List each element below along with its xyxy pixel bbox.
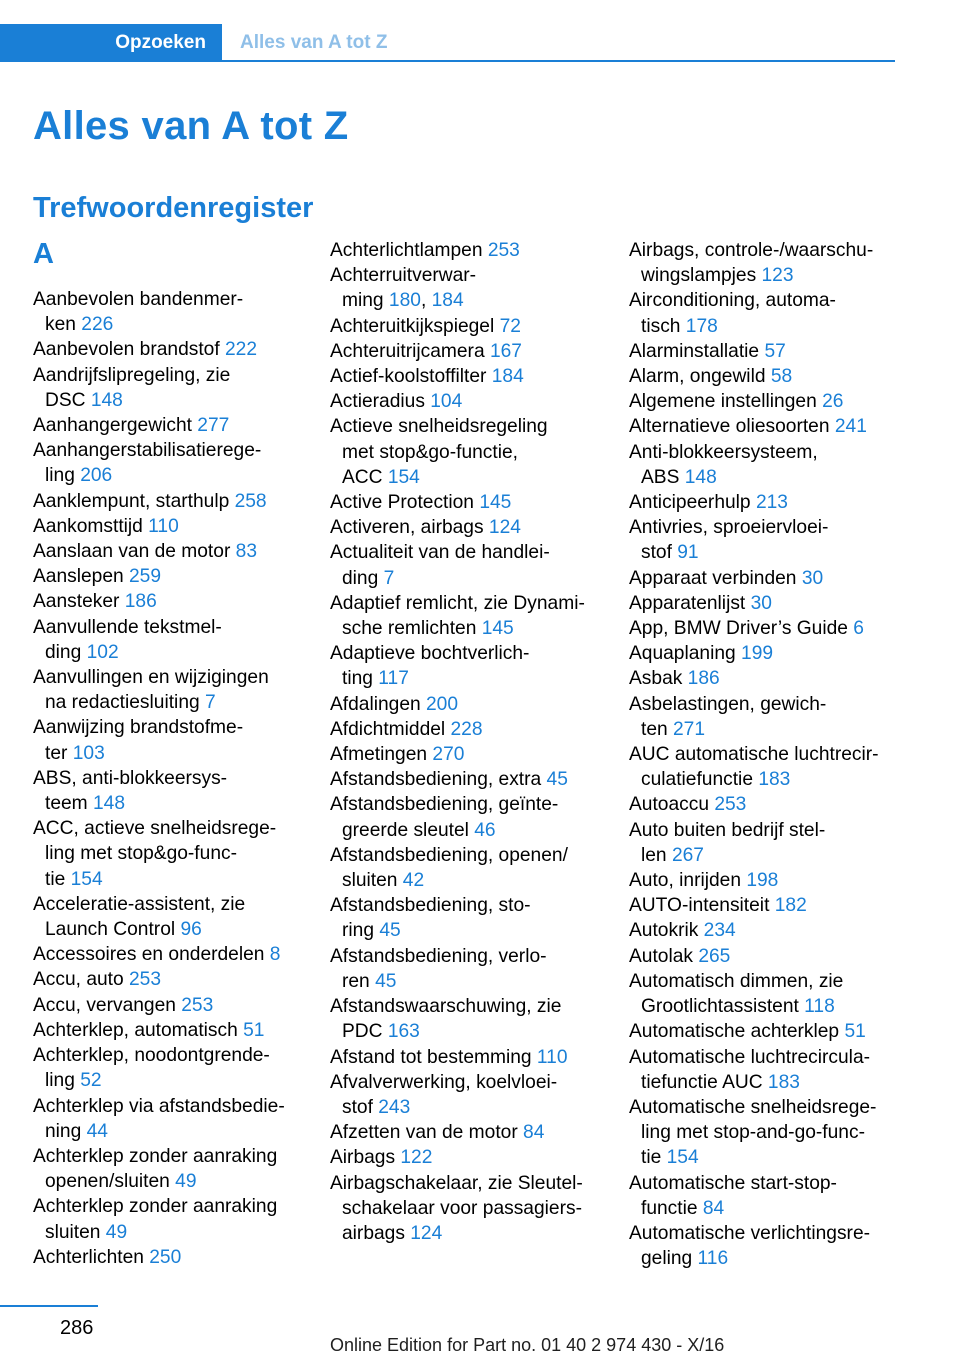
index-entry (629, 339, 897, 364)
page-title: Alles van A tot Z (33, 104, 349, 148)
page-link[interactable]: 182 (774, 895, 807, 917)
page-link[interactable]: 124 (410, 1222, 443, 1244)
entry-text: Actieradius (330, 391, 431, 413)
entry-text: Afstandsbediening, verlo- (330, 945, 547, 967)
footer-rule (0, 1305, 98, 1307)
index-entry (330, 540, 602, 590)
entry-text: Aquaplaning (629, 643, 742, 665)
page-link[interactable]: 84 (702, 1197, 725, 1219)
index-entry (33, 967, 308, 992)
entry-text: Aanbevolen brandstof (33, 339, 226, 361)
index-entries (33, 287, 308, 1270)
page-link[interactable]: 180 (388, 290, 421, 312)
index-entries (330, 238, 602, 1246)
entry-text: ter (45, 742, 73, 764)
index-entry (629, 440, 897, 490)
index-entry (330, 364, 602, 389)
index-entry (33, 942, 308, 967)
page-link[interactable]: 186 (687, 668, 720, 690)
index-entry (330, 717, 602, 742)
entry-text: Automatische verlichtingsre- (629, 1222, 871, 1244)
entry-text: Accessoires en onderdelen (33, 944, 270, 966)
entry-text: schakelaar voor passagiers- (342, 1197, 582, 1219)
entry-text: tiefunctie AUC (641, 1071, 768, 1093)
page-link[interactable]: 167 (489, 340, 522, 362)
entry-text: Afdalingen (330, 693, 427, 715)
index-entry (33, 564, 308, 589)
page-link[interactable]: 49 (175, 1171, 197, 1193)
index-entry (330, 515, 602, 540)
page-link[interactable]: 259 (129, 566, 162, 588)
index-entry (33, 816, 308, 892)
entry-text: Actualiteit van de handlei- (330, 542, 550, 564)
page-link[interactable]: 57 (764, 340, 786, 362)
page-link[interactable]: 145 (479, 492, 512, 514)
entry-text: tisch (641, 315, 686, 337)
page-link[interactable]: 234 (703, 920, 736, 942)
entry-text: ABS (641, 466, 685, 488)
page-link[interactable]: 178 (685, 315, 718, 337)
index-entry (629, 1019, 897, 1044)
index-entry (33, 766, 308, 816)
index-entry (629, 868, 897, 893)
page-link[interactable]: 148 (684, 466, 717, 488)
page-link[interactable]: 44 (86, 1120, 108, 1142)
index-column-1 (33, 237, 308, 1270)
page-link[interactable]: 118 (804, 996, 835, 1018)
section-letter: A (33, 238, 54, 270)
index-entry (629, 566, 897, 591)
entry-text: Aanhangerstabilisatierege- (33, 440, 262, 462)
tab-opzoeken[interactable] (0, 24, 222, 62)
index-entry (33, 337, 308, 362)
index-entry (330, 944, 602, 994)
entry-text: Acceleratie-assistent, zie (33, 893, 246, 915)
entry-text: ling met stop&go-func- (45, 843, 237, 865)
entry-text: Aanhangergewicht (33, 415, 198, 437)
entry-text: ding (342, 567, 384, 589)
page-link[interactable]: 30 (801, 567, 824, 589)
page-link[interactable]: 7 (205, 692, 216, 714)
entry-text: stof (342, 1096, 379, 1118)
page-link[interactable]: 265 (698, 945, 731, 967)
index-entry (33, 993, 308, 1018)
page-link[interactable]: 213 (755, 492, 788, 514)
index-entries (629, 238, 897, 1271)
entry-text: ning (45, 1120, 87, 1142)
entry-text: ling (45, 1070, 81, 1092)
index-entry (33, 413, 308, 438)
page-link[interactable]: 123 (761, 265, 794, 287)
entry-text: AUC automatische luchtrecir- (629, 744, 879, 766)
page-link[interactable]: 253 (129, 969, 162, 991)
page-link[interactable]: 258 (234, 490, 267, 512)
entry-text: Afstandsbediening, sto- (330, 895, 531, 917)
tab-alles-van-a-tot-z[interactable] (240, 24, 387, 62)
entry-text: Aanklempunt, starthulp (33, 490, 235, 512)
entry-text: sche remlichten (342, 618, 482, 640)
entry-text: Anticipeerhulp (629, 492, 756, 514)
index-entry (330, 339, 602, 364)
index-entry (33, 1144, 308, 1194)
entry-text: Algemene instellingen (629, 391, 823, 413)
page-link[interactable]: 58 (770, 366, 793, 388)
page-link[interactable]: 277 (197, 415, 230, 437)
entry-text: Adaptief remlicht, zie Dynami- (330, 592, 585, 614)
entry-text: Afstandsbediening, openen/ (330, 844, 568, 866)
entry-text: Auto buiten bedrijf stel- (629, 819, 826, 841)
entry-text: Automatische achterklep (629, 1021, 845, 1043)
page-link[interactable]: 26 (822, 391, 844, 413)
index-entry (33, 715, 308, 765)
page-link[interactable]: 226 (81, 314, 114, 336)
index-entry (629, 591, 897, 616)
entry-text: Achterklep via afstandsbedie- (33, 1095, 285, 1117)
entry-text: Afzetten van de motor (330, 1122, 524, 1144)
entry-text: Autokrik (629, 920, 704, 942)
page-link[interactable]: 104 (430, 391, 463, 413)
page-link[interactable]: 46 (474, 819, 496, 841)
entry-text: Actieve snelheidsregeling (330, 416, 548, 438)
entry-text: stof (641, 542, 678, 564)
page-link[interactable]: 183 (758, 769, 791, 791)
entry-text: Afstandsbediening, geïnte- (330, 794, 559, 816)
entry-text: Apparaat verbinden (629, 567, 802, 589)
page-link[interactable]: 103 (72, 742, 105, 764)
page-link[interactable]: 186 (124, 591, 157, 613)
page-link[interactable]: 253 (487, 240, 520, 261)
page-link[interactable]: 145 (481, 618, 514, 640)
index-entry (330, 792, 602, 842)
entry-text: ACC (342, 466, 388, 488)
index-entry (629, 238, 897, 288)
entry-text: Automatisch dimmen, zie (629, 970, 844, 992)
index-column-3 (629, 238, 897, 1271)
index-entry (33, 438, 308, 488)
entry-text: Airconditioning, automa- (629, 290, 836, 312)
edition-note: Online Edition for Part no. 01 40 2 974 430 - X/16 (330, 1335, 725, 1355)
entry-text: Aanwijzing brandstofme- (33, 717, 244, 739)
page-link[interactable]: 199 (741, 643, 774, 665)
entry-text: Activeren, airbags (330, 517, 489, 539)
index-entry (330, 490, 602, 515)
entry-text: Airbagschakelaar, zie Sleutel- (330, 1172, 583, 1194)
entry-text: Automatische snelheidsrege- (629, 1096, 877, 1118)
entry-text: Achteruitkijkspiegel (330, 315, 500, 337)
index-entry (33, 1245, 308, 1270)
page-link[interactable]: 30 (750, 592, 772, 614)
page-link[interactable]: 253 (714, 794, 747, 816)
index-entry (629, 1171, 897, 1221)
index-entry (330, 263, 602, 313)
page-link[interactable]: 241 (834, 416, 867, 438)
entry-text: Aankomsttijd (33, 515, 149, 537)
page-link[interactable]: 49 (105, 1221, 128, 1243)
page-link[interactable]: 84 (523, 1122, 545, 1144)
entry-text: ting (342, 668, 379, 690)
index-entry (629, 616, 897, 641)
index-entry (629, 666, 897, 691)
index-entry (33, 363, 308, 413)
index-entry (629, 969, 897, 1019)
entry-text: Actief-koolstoffilter (330, 366, 492, 388)
page-link[interactable]: 200 (426, 693, 459, 715)
index-entry (629, 490, 897, 515)
page-link[interactable]: 110 (148, 515, 179, 537)
entry-text: na redactiesluiting (45, 692, 205, 714)
page-link[interactable]: 148 (93, 793, 126, 815)
entry-text: Alarm, ongewild (629, 366, 771, 388)
index-entry (33, 665, 308, 715)
index-entry (330, 692, 602, 717)
index-entry (33, 1194, 308, 1244)
entry-text: Afstandsbediening, extra (330, 769, 547, 791)
page-link[interactable]: 7 (383, 567, 395, 589)
entry-text: sluiten (45, 1221, 106, 1243)
page-link[interactable]: 91 (677, 542, 699, 564)
entry-text: Achterklep, noodontgrende- (33, 1045, 270, 1067)
page-link[interactable]: 124 (488, 517, 521, 539)
entry-text: airbags (342, 1222, 411, 1244)
index-entry (330, 641, 602, 691)
entry-text: Asbelastingen, gewich- (629, 693, 827, 715)
entry-text: ming (342, 290, 389, 312)
page-link[interactable]: 270 (432, 744, 465, 766)
index-entry (629, 364, 897, 389)
index-entry (330, 414, 602, 490)
entry-text: , (420, 290, 432, 312)
header-tabbar (0, 24, 895, 62)
tab-alles-label: Alles van A tot Z (240, 32, 388, 53)
entry-text: Automatische luchtrecircula- (629, 1046, 871, 1068)
entry-text: Achterklep zonder aanraking (33, 1196, 278, 1218)
page-link[interactable]: 110 (536, 1046, 568, 1068)
index-entry (33, 615, 308, 665)
page-link[interactable]: 117 (378, 668, 409, 690)
index-entry (629, 792, 897, 817)
page-link[interactable]: 8 (269, 944, 281, 966)
index-entry (629, 414, 897, 439)
entry-text: Achterlichtlampen (330, 240, 488, 261)
entry-text: DSC (45, 389, 91, 411)
page-link[interactable]: 42 (402, 870, 425, 892)
index-entry (629, 1095, 897, 1171)
entry-text: Alarminstallatie (629, 340, 765, 362)
index-entry (330, 1145, 602, 1170)
entry-text: Achteruitrijcamera (330, 340, 490, 362)
index-entry (330, 238, 602, 263)
index-entry (33, 489, 308, 514)
index-entry (629, 288, 897, 338)
entry-text: Airbags (330, 1147, 401, 1169)
entry-text: Aanslaan van de motor (33, 541, 236, 563)
page-link[interactable]: 122 (400, 1147, 433, 1169)
entry-text: ling met stop-and-go-func- (641, 1122, 865, 1144)
entry-text: Autoaccu (629, 794, 715, 816)
entry-text: Anti-blokkeersysteem, (629, 441, 818, 463)
entry-text: tie (45, 868, 71, 890)
index-entry (330, 994, 602, 1044)
entry-text: Afdichtmiddel (330, 718, 451, 740)
page-link[interactable]: 51 (243, 1019, 265, 1041)
index-entry (33, 1043, 308, 1093)
page-link[interactable]: 83 (235, 541, 258, 563)
page-link[interactable]: 184 (431, 290, 464, 312)
page-link[interactable]: 154 (666, 1147, 699, 1169)
index-entry (629, 1045, 897, 1095)
page-link[interactable]: 183 (767, 1071, 800, 1093)
entry-text: geling (641, 1248, 698, 1270)
entry-text: Asbak (629, 668, 688, 690)
entry-text: greerde sleutel (342, 819, 475, 841)
entry-text: ring (342, 920, 380, 942)
index-subtitle: Trefwoordenregister (33, 192, 314, 224)
entry-text: Aanbevolen bandenmer- (33, 289, 244, 310)
entry-text: ten (641, 718, 674, 740)
entry-text: Airbags, controle-/waarschu- (629, 240, 874, 261)
entry-text: Accu, vervangen (33, 994, 182, 1016)
index-entry (629, 944, 897, 969)
index-entry (629, 692, 897, 742)
index-entry (33, 514, 308, 539)
entry-text: Grootlichtassistent (641, 996, 805, 1018)
entry-text: culatiefunctie (641, 769, 759, 791)
page-link[interactable]: 45 (546, 769, 568, 791)
index-entry (33, 892, 308, 942)
entry-text: tie (641, 1147, 667, 1169)
index-entry (629, 818, 897, 868)
entry-text: ding (45, 641, 87, 663)
page-link[interactable]: 6 (853, 618, 864, 640)
entry-text: Achterklep, automatisch (33, 1019, 244, 1041)
page-number: 286 (60, 1317, 94, 1339)
index-entry (629, 389, 897, 414)
page-link[interactable]: 253 (181, 994, 214, 1016)
entry-text: Antivries, sproeiervloei- (629, 517, 829, 539)
entry-text: Autolak (629, 945, 699, 967)
page-link[interactable]: 206 (80, 465, 113, 487)
index-entry (330, 314, 602, 339)
index-entry (629, 1221, 897, 1271)
index-entry (330, 742, 602, 767)
entry-text: Adaptieve bochtverlich- (330, 643, 530, 665)
entry-text: Auto, inrijden (629, 870, 747, 892)
entry-text: Afstand tot bestemming (330, 1046, 537, 1068)
index-entry (33, 589, 308, 614)
page-link[interactable]: 271 (673, 718, 706, 740)
index-entry (330, 767, 602, 792)
page-link[interactable]: 45 (375, 970, 397, 992)
index-entry (33, 1018, 308, 1043)
index-column-2 (330, 238, 602, 1246)
entry-text: Aanvullende tekstmel- (33, 616, 222, 638)
page-link[interactable]: 72 (499, 315, 521, 337)
entry-text: AUTO-intensiteit (629, 895, 775, 917)
tab-opzoeken-label: Opzoeken (115, 32, 206, 53)
index-entry (330, 893, 602, 943)
page-link[interactable]: 267 (671, 844, 704, 866)
page-link[interactable]: 250 (149, 1246, 182, 1268)
entry-text: App, BMW Driver’s Guide (629, 618, 854, 640)
index-entry (330, 1045, 602, 1070)
entry-text: Achterklep zonder aanraking (33, 1145, 278, 1167)
index-entry (33, 539, 308, 564)
page-link[interactable]: 148 (90, 389, 123, 411)
entry-text: Active Protection (330, 492, 480, 514)
entry-text: wingslampjes (641, 265, 762, 287)
entry-text: sluiten (342, 870, 403, 892)
index-entry (629, 893, 897, 918)
index-entry (330, 1070, 602, 1120)
index-entry (629, 742, 897, 792)
page-link[interactable]: 222 (225, 339, 258, 361)
entry-text: Achterruitverwar- (330, 265, 477, 287)
index-entry (629, 515, 897, 565)
index-entry (330, 1171, 602, 1247)
page-link[interactable]: 52 (80, 1070, 102, 1092)
page-link[interactable]: 96 (180, 919, 202, 941)
page-link[interactable]: 45 (379, 920, 401, 942)
entry-text: functie (641, 1197, 703, 1219)
entry-text: Achterlichten (33, 1246, 150, 1268)
page-link[interactable]: 116 (697, 1248, 729, 1270)
entry-text: Apparatenlijst (629, 592, 751, 614)
entry-text: Afvalverwerking, koelvloei- (330, 1071, 558, 1093)
entry-text: Aansteker (33, 591, 125, 613)
entry-text: len (641, 844, 672, 866)
entry-text: PDC (342, 1021, 388, 1043)
entry-text: met stop&go-functie, (342, 441, 518, 463)
entry-text: ren (342, 970, 376, 992)
page-link[interactable]: 243 (378, 1096, 411, 1118)
page-link[interactable]: 163 (387, 1021, 420, 1043)
entry-text: Aanslepen (33, 566, 130, 588)
index-entry (330, 389, 602, 414)
page-link[interactable]: 198 (746, 870, 779, 892)
page-link[interactable]: 228 (450, 718, 483, 740)
entry-text: Alternatieve oliesoorten (629, 416, 835, 438)
entry-text: ABS, anti-blokkeersys- (33, 767, 228, 789)
entry-text: openen/sluiten (45, 1171, 176, 1193)
page-link[interactable]: 154 (70, 868, 103, 890)
page-link[interactable]: 154 (387, 466, 420, 488)
index-entry (330, 843, 602, 893)
index-entry (330, 1120, 602, 1145)
entry-text: Accu, auto (33, 969, 129, 991)
entry-text: Aanvullingen en wijzigingen (33, 667, 269, 689)
entry-text: ACC, actieve snelheidsrege- (33, 818, 277, 840)
index-entry (629, 641, 897, 666)
index-entry (629, 918, 897, 943)
entry-text: Aandrijfslipregeling, zie (33, 364, 231, 386)
index-entry (33, 287, 308, 337)
entry-text: Launch Control (45, 919, 181, 941)
entry-text: Automatische start-stop- (629, 1172, 837, 1194)
page-link[interactable]: 51 (844, 1021, 866, 1043)
entry-text: Afmetingen (330, 744, 433, 766)
entry-text: ling (45, 465, 81, 487)
page-link[interactable]: 184 (491, 366, 524, 388)
index-entry (330, 591, 602, 641)
entry-text: Afstandswaarschuwing, zie (330, 996, 562, 1018)
index-entry (33, 1094, 308, 1144)
entry-text: ken (45, 314, 82, 336)
entry-text: teem (45, 793, 93, 815)
header-rule (222, 60, 895, 62)
page-link[interactable]: 102 (86, 641, 119, 663)
